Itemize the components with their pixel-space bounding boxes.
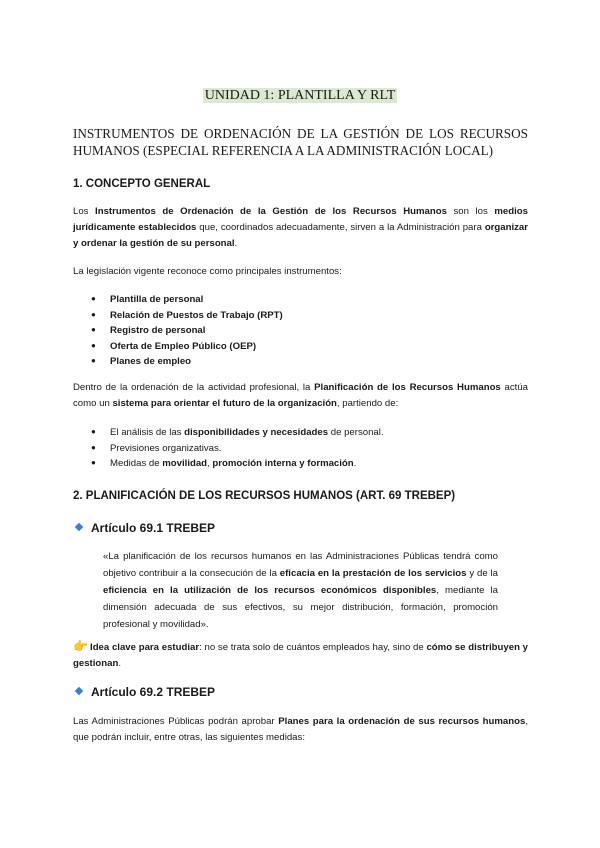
diamond-icon (75, 687, 83, 695)
article-69-2-title: Artículo 69.2 TREBEP (73, 685, 215, 699)
bullet-icon: ● (91, 294, 96, 303)
pointing-hand-icon: 👉 (73, 639, 89, 653)
unit-title: UNIDAD 1: PLANTILLA Y RLT (204, 88, 396, 103)
bullet-icon: ● (91, 427, 96, 436)
bullet-icon: ● (91, 442, 96, 452)
main-title: INSTRUMENTOS DE ORDENACIÓN DE LA GESTIÓN DE LOS RECURSOS HUMANOS (ESPECIAL REFERENCIA A LA ADMINISTRACIÓN LOCAL) (73, 126, 528, 158)
bullet-icon: ● (91, 309, 96, 319)
bullet-icon: ● (91, 356, 96, 365)
section1-heading: 1. CONCEPTO GENERAL (73, 178, 211, 190)
bullet-icon: ● (91, 458, 96, 467)
article-69-1-title: Artículo 69.1 TREBEP (73, 521, 215, 535)
section1-paragraph3: Dentro de la ordenación de la actividad profesional, la Planificación de los Recursos Humanos actúa como un sistema para orientar el futuro de la organización, partiendo de: (73, 382, 528, 409)
bullet-icon: ● (91, 340, 96, 350)
section2-heading: 2. PLANIFICACIÓN DE LOS RECURSOS HUMANOS (ART. 69 TREBEP) (73, 490, 456, 502)
article-69-1-quote: «La planificación de los recursos humanos en las Administraciones Públicas tendrá como objetivo contribuir a la consecución de la eficacia en la prestación de los servicios y de la eficiencia en la utilización de los recursos económicos disponibles, mediante la dimensión adecuada de sus efectivos, su mejor distribución, formación, promoción profesional y movilidad». (103, 551, 499, 630)
section1-paragraph2: La legislación vigente reconoce como principales instrumentos: (73, 266, 342, 277)
bullet-icon: ● (91, 325, 96, 334)
article-69-2-paragraph: Las Administraciones Públicas podrán aprobar Planes para la ordenación de sus recursos humanos, que podrán incluir, entre otras, las siguientes medidas: (73, 716, 528, 743)
key-idea-note: 👉 Idea clave para estudiar: no se trata solo de cuántos empleados hay, sino de cómo se distribuyen y gestionan. (73, 639, 529, 669)
diamond-icon (75, 523, 83, 531)
section1-paragraph1: Los Instrumentos de Ordenación de la Gestión de los Recursos Humanos son los medios jurídicamente establecidos que, coordinados adecuadamente, sirven a la Administración para organizar y ordenar la gestión de su personal. (73, 206, 528, 249)
